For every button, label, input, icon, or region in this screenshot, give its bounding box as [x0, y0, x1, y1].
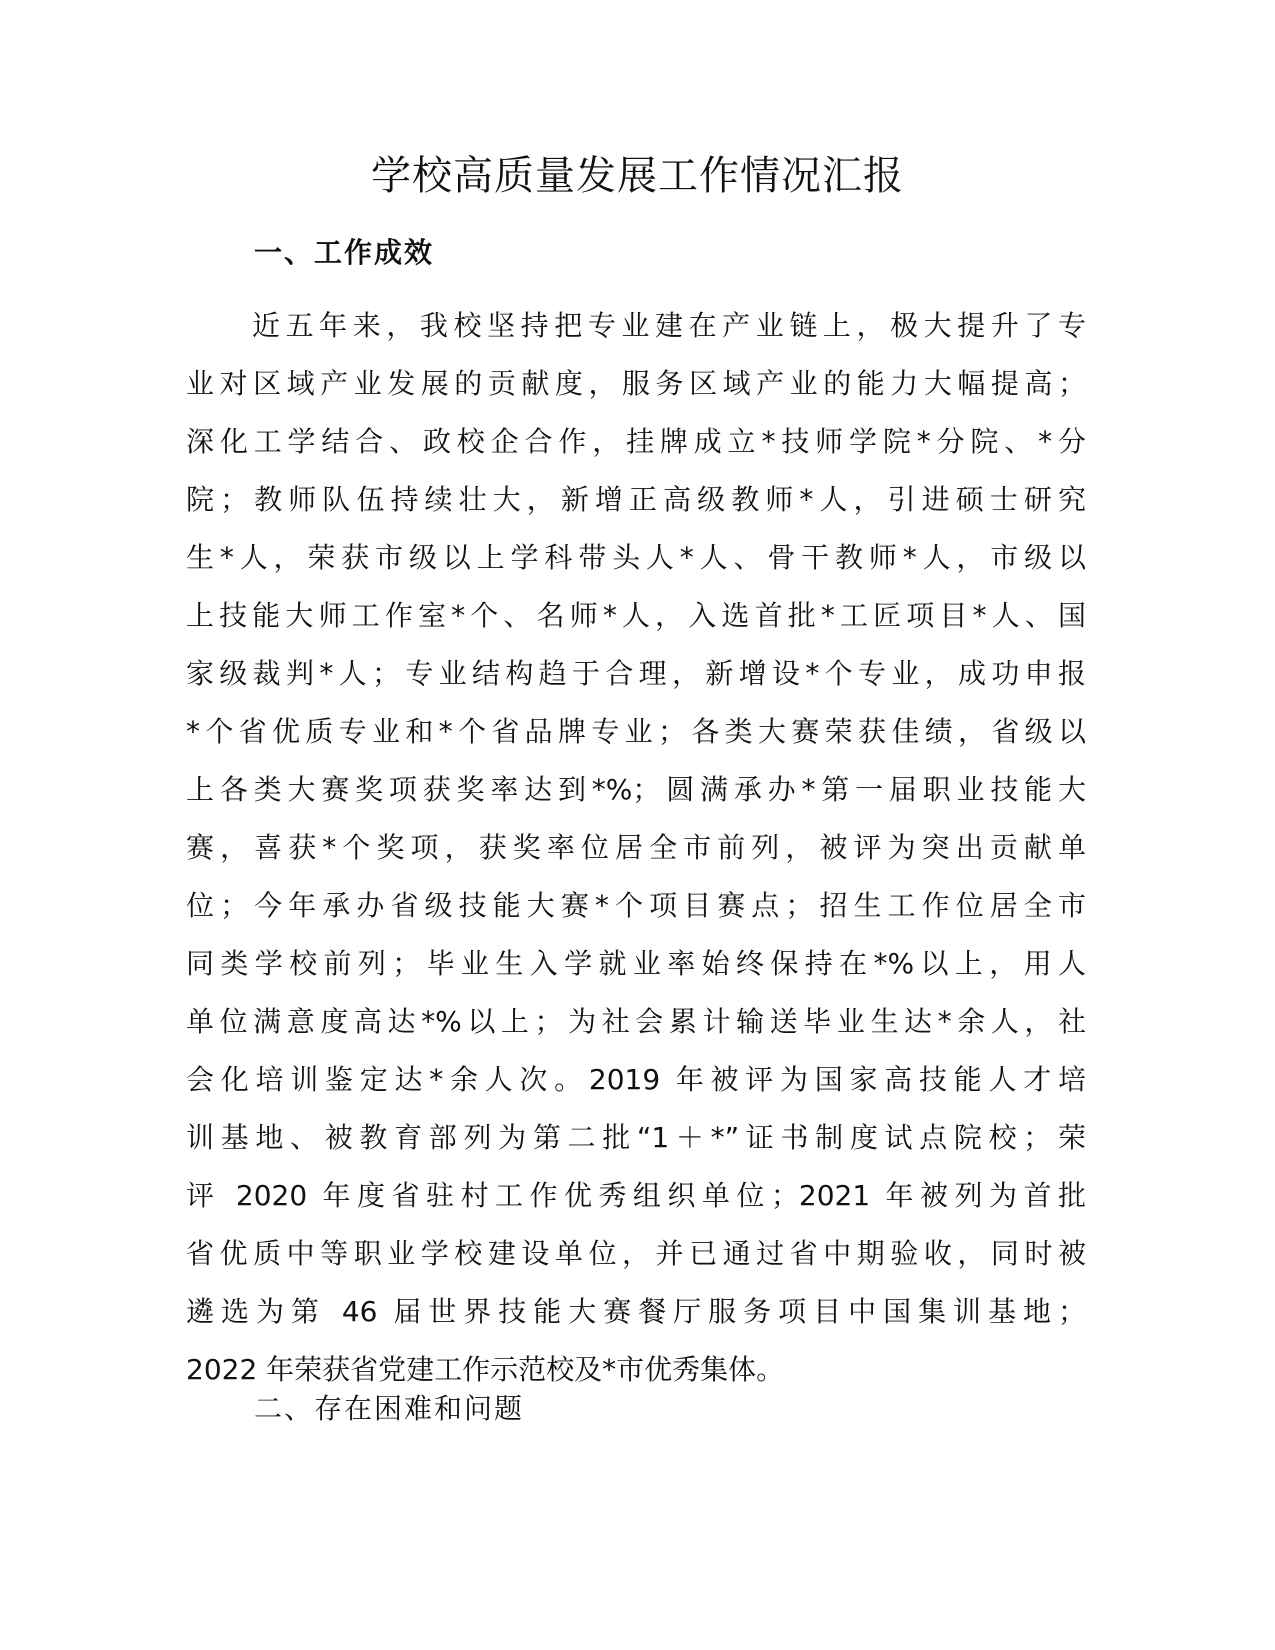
- section-heading-problems: 二、存在困难和问题: [254, 1392, 525, 1425]
- paragraph-line: 同类学校前列；毕业生入学就业率始终保持在*%以上，用人: [186, 947, 1086, 980]
- paragraph-line: 院；教师队伍持续壮大，新增正高级教师*人，引进硕士研究: [186, 483, 1086, 516]
- paragraph-line: 评 2020 年度省驻村工作优秀组织单位；2021 年被列为首批: [186, 1179, 1086, 1212]
- paragraph-line: *个省优质专业和*个省品牌专业；各类大赛荣获佳绩，省级以: [186, 715, 1086, 748]
- paragraph-line: 上技能大师工作室*个、名师*人，入选首批*工匠项目*人、国: [186, 599, 1086, 632]
- paragraph-line: 单位满意度高达*%以上；为社会累计输送毕业生达*余人，社: [186, 1005, 1086, 1038]
- section-body-achievements: [186, 297, 1086, 1399]
- paragraph-line: 近五年来，我校坚持把专业建在产业链上，极大提升了专: [252, 309, 1086, 342]
- paragraph-line: 训基地、被教育部列为第二批“1＋*”证书制度试点院校；荣: [186, 1121, 1086, 1154]
- section-heading-achievements: 一、工作成效: [254, 236, 435, 269]
- paragraph-line: 业对区域产业发展的贡献度，服务区域产业的能力大幅提高；: [186, 367, 1086, 400]
- paragraph-line: 生*人，荣获市级以上学科带头人*人、骨干教师*人，市级以: [186, 541, 1086, 574]
- paragraph-line: 位；今年承办省级技能大赛*个项目赛点；招生工作位居全市: [186, 889, 1086, 922]
- paragraph-line: 上各类大赛奖项获奖率达到*%；圆满承办*第一届职业技能大: [186, 773, 1086, 806]
- paragraph-line: 深化工学结合、政校企合作，挂牌成立*技师学院*分院、*分: [186, 425, 1086, 458]
- paragraph-line: 家级裁判*人；专业结构趋于合理，新增设*个专业，成功申报: [186, 657, 1086, 690]
- paragraph-line: 2022 年荣获省党建工作示范校及*市优秀集体。: [186, 1353, 785, 1386]
- paragraph-line: 会化培训鉴定达*余人次。2019 年被评为国家高技能人才培: [186, 1063, 1086, 1096]
- paragraph-line: 遴选为第 46 届世界技能大赛餐厅服务项目中国集训基地；: [186, 1295, 1086, 1328]
- paragraph-line: 省优质中等职业学校建设单位，并已通过省中期验收，同时被: [186, 1237, 1086, 1270]
- paragraph-line: 赛，喜获*个奖项，获奖率位居全市前列，被评为突出贡献单: [186, 831, 1086, 864]
- document-title: 学校高质量发展工作情况汇报: [371, 153, 904, 199]
